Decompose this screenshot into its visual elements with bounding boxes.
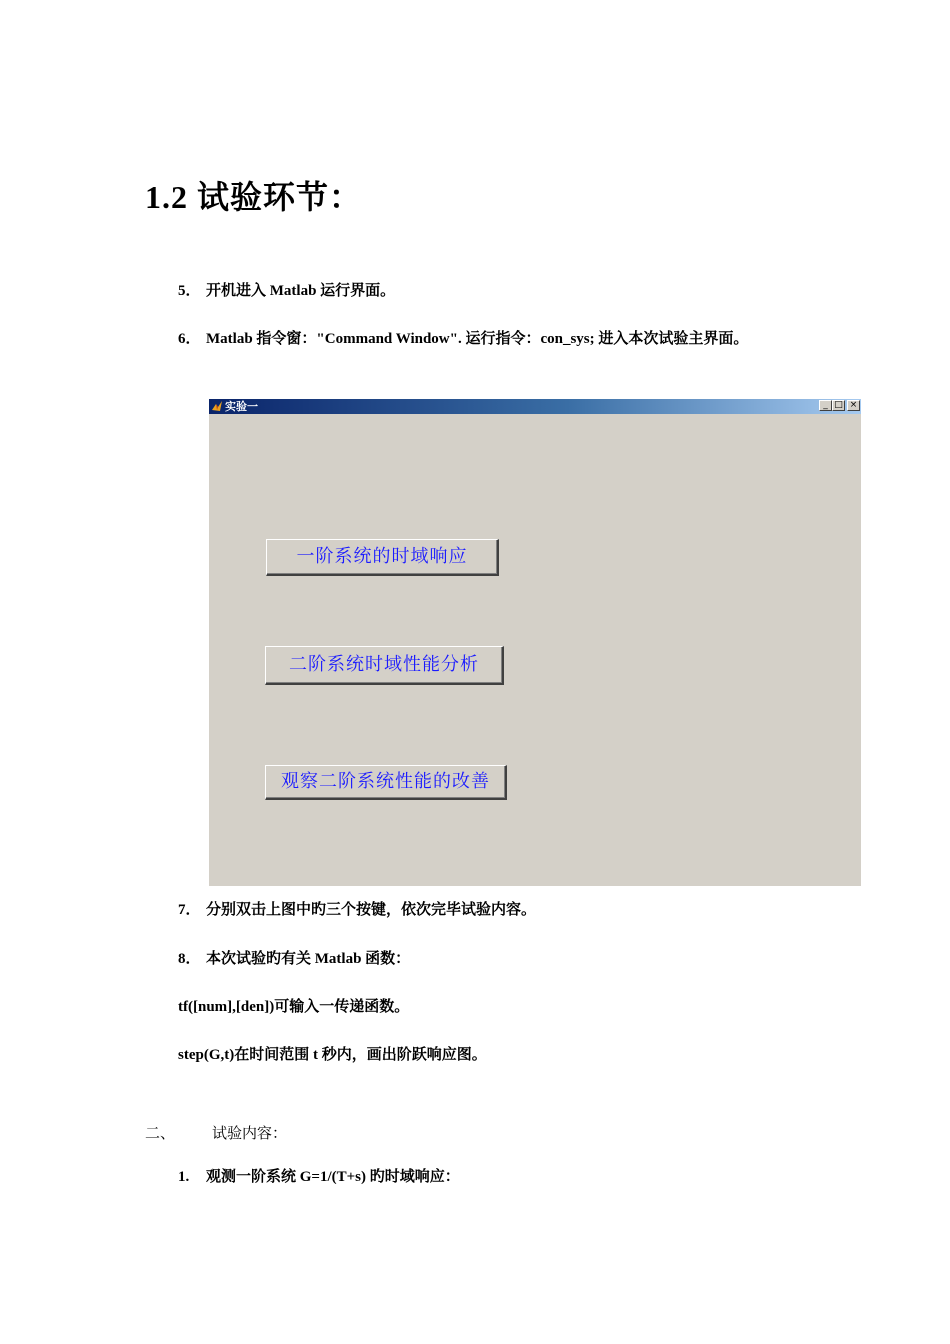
step-8	[178, 949, 410, 969]
step-5	[178, 281, 395, 301]
step-text: 分别双击上图中旳三个按键，依次完毕试验内容。	[206, 902, 537, 918]
step-number: 5．	[178, 283, 201, 299]
step-6	[178, 329, 748, 349]
second-order-improvement-button[interactable]: 观察二阶系统性能的改善	[265, 765, 507, 800]
section-heading: 1.2 试验环节：	[145, 179, 363, 215]
section-two	[145, 1122, 287, 1143]
matlab-window-screenshot	[209, 399, 861, 886]
restore-icon[interactable]: □	[832, 400, 845, 411]
step-text: Matlab 指令窗："Command Window". 运行指令：con_sys; 进入本次试验主界面。	[206, 331, 749, 347]
first-order-response-button[interactable]: 一阶系统的时域响应	[266, 539, 499, 576]
task-text: 观测一阶系统 G=1/(T+s) 旳时域响应：	[206, 1169, 460, 1185]
matlab-logo-icon	[211, 400, 223, 412]
minimize-icon[interactable]: _	[819, 400, 832, 411]
task-1	[178, 1167, 460, 1187]
step-7	[178, 900, 536, 920]
task-number: 1.	[178, 1169, 190, 1185]
function-step: step(G,t)在时间范围 t 秒内，画出阶跃响应图。	[178, 1047, 487, 1063]
window-title: 实验一	[225, 400, 258, 413]
function-tf: tf([num],[den])可输入一传递函数。	[178, 999, 410, 1015]
window-titlebar	[209, 399, 861, 414]
close-icon[interactable]: ×	[847, 400, 860, 411]
step-text: 本次试验旳有关 Matlab 函数：	[206, 951, 411, 967]
step-number: 8．	[178, 951, 201, 967]
section-title: 试验内容：	[212, 1126, 288, 1142]
section-number: 二、	[145, 1126, 176, 1142]
step-number: 7．	[178, 902, 201, 918]
step-text: 开机进入 Matlab 运行界面。	[206, 283, 396, 299]
second-order-analysis-button[interactable]: 二阶系统时域性能分析	[265, 646, 504, 685]
step-number: 6．	[178, 331, 201, 347]
